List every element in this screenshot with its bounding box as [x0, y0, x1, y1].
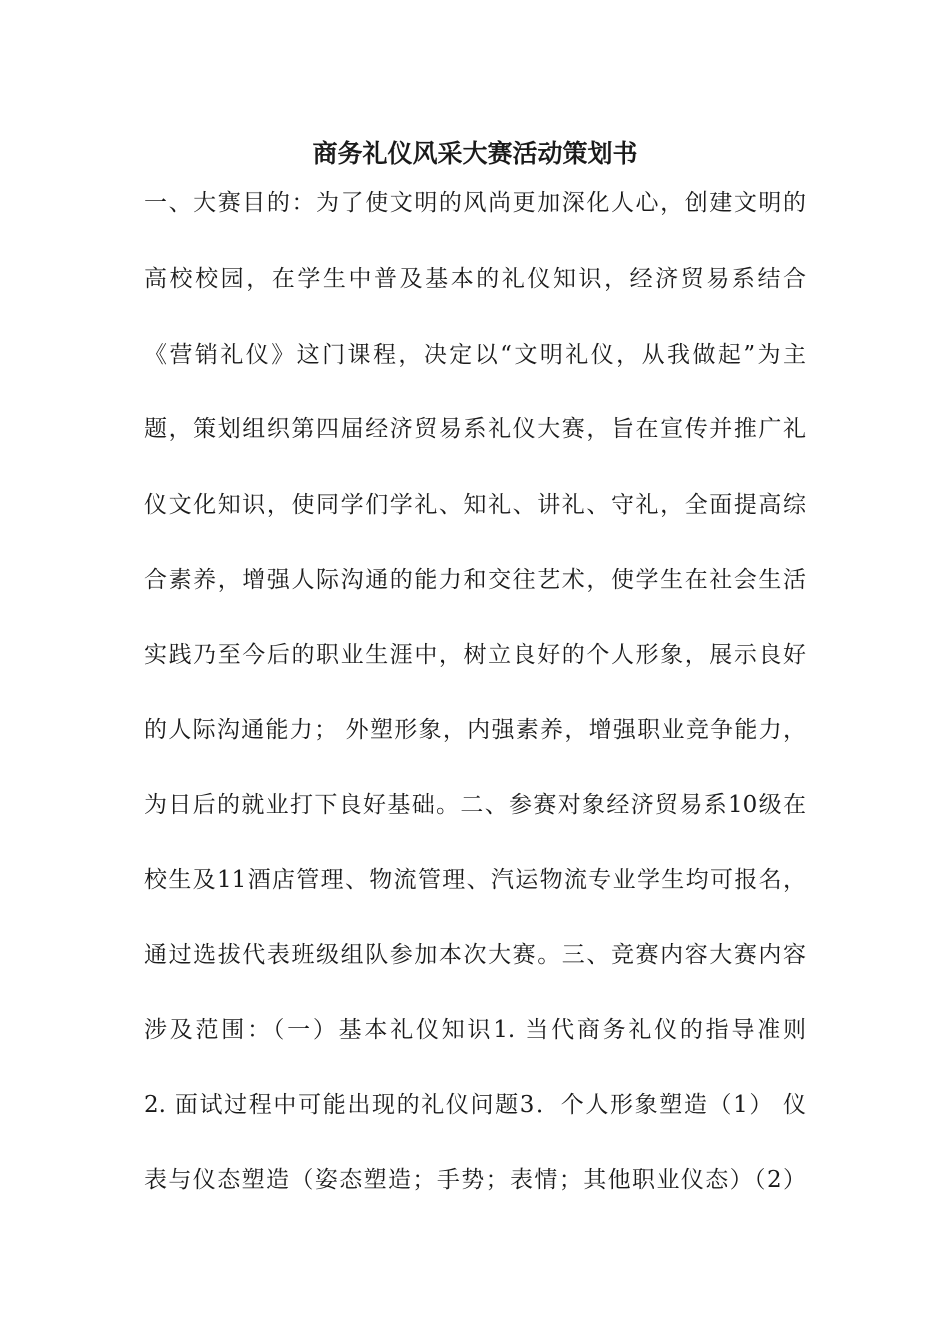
body-line-12: 涉及范围：（一）基本礼仪知识1. 当代商务礼仪的指导准则 [144, 1017, 806, 1043]
body-line-8: 的人际沟通能力； 外塑形象，内强素养，增强职业竞争能力， [144, 717, 806, 743]
document-title: 商务礼仪风采大赛活动策划书 [312, 139, 638, 168]
body-line-11: 通过选拔代表班级组队参加本次大赛。三、竞赛内容大赛内容 [144, 942, 806, 968]
body-line-9: 为日后的就业打下良好基础。二、参赛对象经济贸易系10级在 [144, 792, 806, 818]
body-line-6: 合素养，增强人际沟通的能力和交往艺术，使学生在社会生活 [144, 567, 806, 593]
body-line-4: 题，策划组织第四届经济贸易系礼仪大赛，旨在宣传并推广礼 [144, 416, 806, 442]
body-line-2: 高校校园，在学生中普及基本的礼仪知识，经济贸易系结合 [144, 266, 806, 292]
body-line-13: 2. 面试过程中可能出现的礼仪问题3．个人形象塑造（1） 仪 [144, 1092, 806, 1118]
body-line-1: 一、大赛目的：为了使文明的风尚更加深化人心，创建文明的 [144, 190, 806, 216]
body-line-14: 表与仪态塑造（姿态塑造；手势；表情；其他职业仪态）（2） [144, 1167, 806, 1193]
body-line-7: 实践乃至今后的职业生涯中，树立良好的个人形象，展示良好 [144, 642, 806, 668]
body-line-5: 仪文化知识，使同学们学礼、知礼、讲礼、守礼，全面提高综 [144, 492, 806, 518]
body-line-10: 校生及11酒店管理、物流管理、汽运物流专业学生均可报名， [144, 867, 806, 893]
body-line-3: 《营销礼仪》这门课程，决定以“文明礼仪，从我做起”为主 [144, 342, 806, 368]
